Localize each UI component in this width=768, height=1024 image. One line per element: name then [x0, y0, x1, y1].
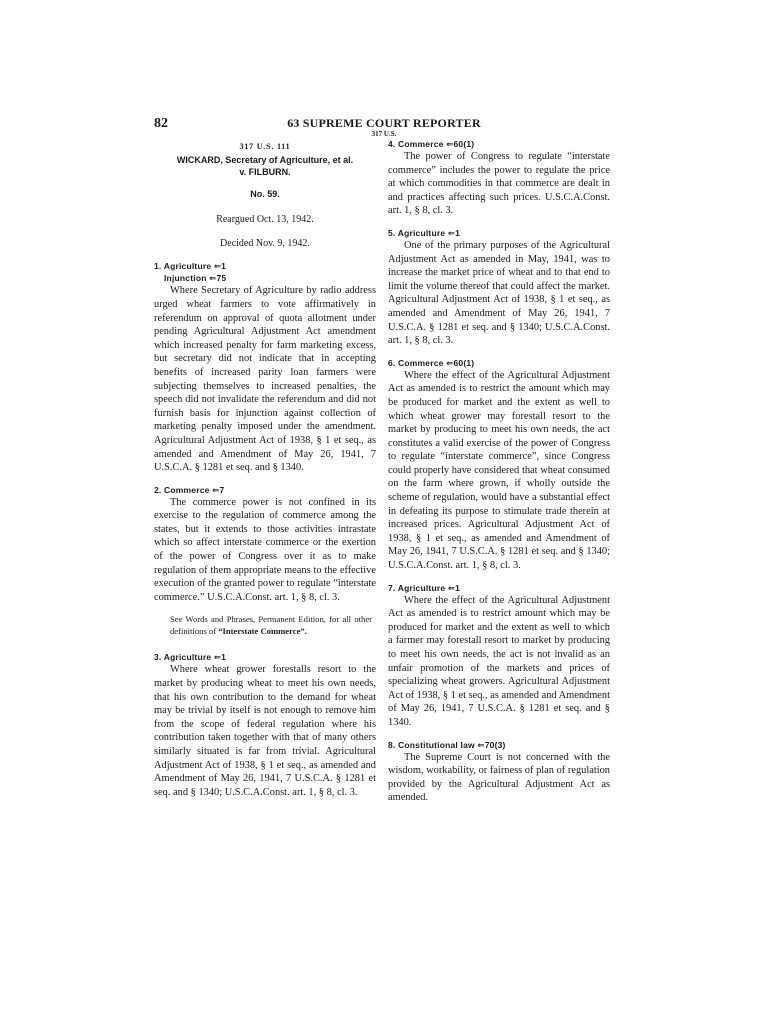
- headnote-title: 2. Commerce ⇐7: [154, 484, 225, 495]
- headnote-title: 1. Agriculture ⇐1: [154, 261, 227, 272]
- headnote-1: [154, 260, 376, 474]
- running-subcite: 317 U.S.: [371, 130, 397, 138]
- headnote-7: [388, 582, 610, 730]
- reargued-date: Reargued Oct. 13, 1942.: [216, 214, 314, 226]
- left-column: [154, 138, 376, 808]
- note-term: “Interstate Commerce”.: [218, 626, 307, 637]
- docket-number: No. 59.: [250, 188, 280, 199]
- headnote-subtitle: Injunction ⇐75: [164, 273, 227, 284]
- case-citation: 317 U.S. 111: [239, 142, 291, 151]
- headnote-5: [388, 227, 610, 348]
- headnote-8: [388, 739, 610, 805]
- page-number: 82: [154, 116, 168, 131]
- headnote-text: The power of Congress to regulate “interstate commerce” includes the power to regulate the price at which commodities in that commerce are dealt in and practices affecting such prices. U.S.C.A.Const. art. 1, § 8, cl. 3.: [388, 151, 610, 217]
- headnote-2: [154, 484, 376, 605]
- headnote-title: 3. Agriculture ⇐1: [154, 652, 227, 663]
- headnote-6: [388, 357, 610, 573]
- headnote-text: Where wheat grower forestalls resort to the market by producing wheat to meet his own needs, that his own contribution to the demand for wheat may be trivial by itself is not enough to remove him from the scope of federal regulation where his contribution taken together with that of many others similarly situated is far from trivial. Agricultural Adjustment Act of 1938, § 1 et seq., as amended and Amendment of May 26, 1941, 7 U.S.C.A. § 1281 et seq. and § 1340; U.S.C.A.Const. art. 1, § 8, cl. 3.: [154, 664, 376, 798]
- running-title: 63 SUPREME COURT REPORTER: [287, 116, 481, 130]
- headnote-3: [154, 651, 376, 799]
- headnote-title: 8. Constitutional law ⇐70(3): [388, 739, 506, 750]
- headnote-title: 5. Agriculture ⇐1: [388, 227, 461, 238]
- words-and-phrases-note: [154, 613, 376, 637]
- headnote-text: The Supreme Court is not concerned with the wisdom, workability, or fairness of plan of regulation provided by the Agricultural Adjustment Act as amended.: [388, 751, 610, 804]
- headnote-text: Where Secretary of Agriculture by radio address urged wheat farmers to vote affirmatively in referendum on approval of quota allotment under pending Agricultural Adjustment Act amendment which increased penalty for farm marketing excess, but secretary did not indicate that in accepting benefits of increased parity loan farmers were subjecting themselves to increased penalties, the speech did not invalidate the referendum and did not furnish basis for injunction against collection of marketing penalty imposed under the amendment. Agricultural Adjustment Act of 1938, § 1 et seq., as amended and Amendment of May 26, 1941, 7 U.S.C.A. § 1281 et seq. and § 1340.: [154, 285, 376, 474]
- right-column: [388, 138, 610, 814]
- note-text: See Words and Phrases, Permanent Edition, for all other definitions of: [170, 614, 372, 637]
- headnote-title: 4. Commerce ⇐60(1): [388, 139, 475, 149]
- headnote-4: [388, 138, 610, 218]
- headnote-text: Where the effect of the Agricultural Adjustment Act as amended is to restrict the amount which may be produced for market and the extent as well to which wheat grower may forestall resort to the market by producing to meet his own needs, the act constitutes a valid exercise of the power of Congress to regulate “interstate commerce”, since Congress could properly have considered that wheat consumed on the farm where grown, if wholly outside the scheme of regulation, would have a substantial effect in defeating its purpose to stimulate trade therein at increased prices. Agricultural Adjustment Act of 1938, § 1 et seq., as amended and Amendment of May 26, 1941, 7 U.S.C.A. § 1281 et seq. and § 1340; U.S.C.A.Const. art. 1, § 8, cl. 3.: [388, 369, 610, 572]
- headnote-title: 6. Commerce ⇐60(1): [388, 357, 475, 368]
- headnote-text: One of the primary purposes of the Agricultural Adjustment Act as amended in May, 1941, was to increase the market price of wheat and to that end to limit the volume thereof that could affect the market. Agricultural Adjustment Act of 1938, § 1 et seq., as amended and Amendment of May 26, 1941, 7 U.S.C.A. § 1281 et seq. and § 1340; U.S.C.A.Const. art. 1, § 8, cl. 3.: [388, 239, 610, 347]
- headnote-text: Where the effect of the Agricultural Adjustment Act as amended is to restrict amount which may be produced for market and the extent as well to which a farmer may forestall resort to market by producing to meet his own needs, the act is not invalid as an unfair promotion of the markets and prices of specializing wheat growers. Agricultural Adjustment Act of 1938, § 1 et seq., as amended and Amendment of May 26, 1941, 7 U.S.C.A. § 1281 et seq. and § 1340.: [388, 594, 610, 728]
- headnote-text: The commerce power is not confined in its exercise to the regulation of commerce among the states, but it extends to those activities intrastate which so affect interstate commerce or the exertion of the power of Congress over it as to make regulation of them appropriate means to the effective execution of the granted power to regulate “interstate commerce.” U.S.C.A.Const. art. 1, § 8, cl. 3.: [154, 496, 376, 603]
- decided-date: Decided Nov. 9, 1942.: [220, 237, 310, 249]
- case-name-line-1: WICKARD, Secretary of Agriculture, et al.: [176, 154, 354, 165]
- case-name-line-2: v. FILBURN.: [239, 166, 291, 177]
- headnote-title: 7. Agriculture ⇐1: [388, 582, 461, 593]
